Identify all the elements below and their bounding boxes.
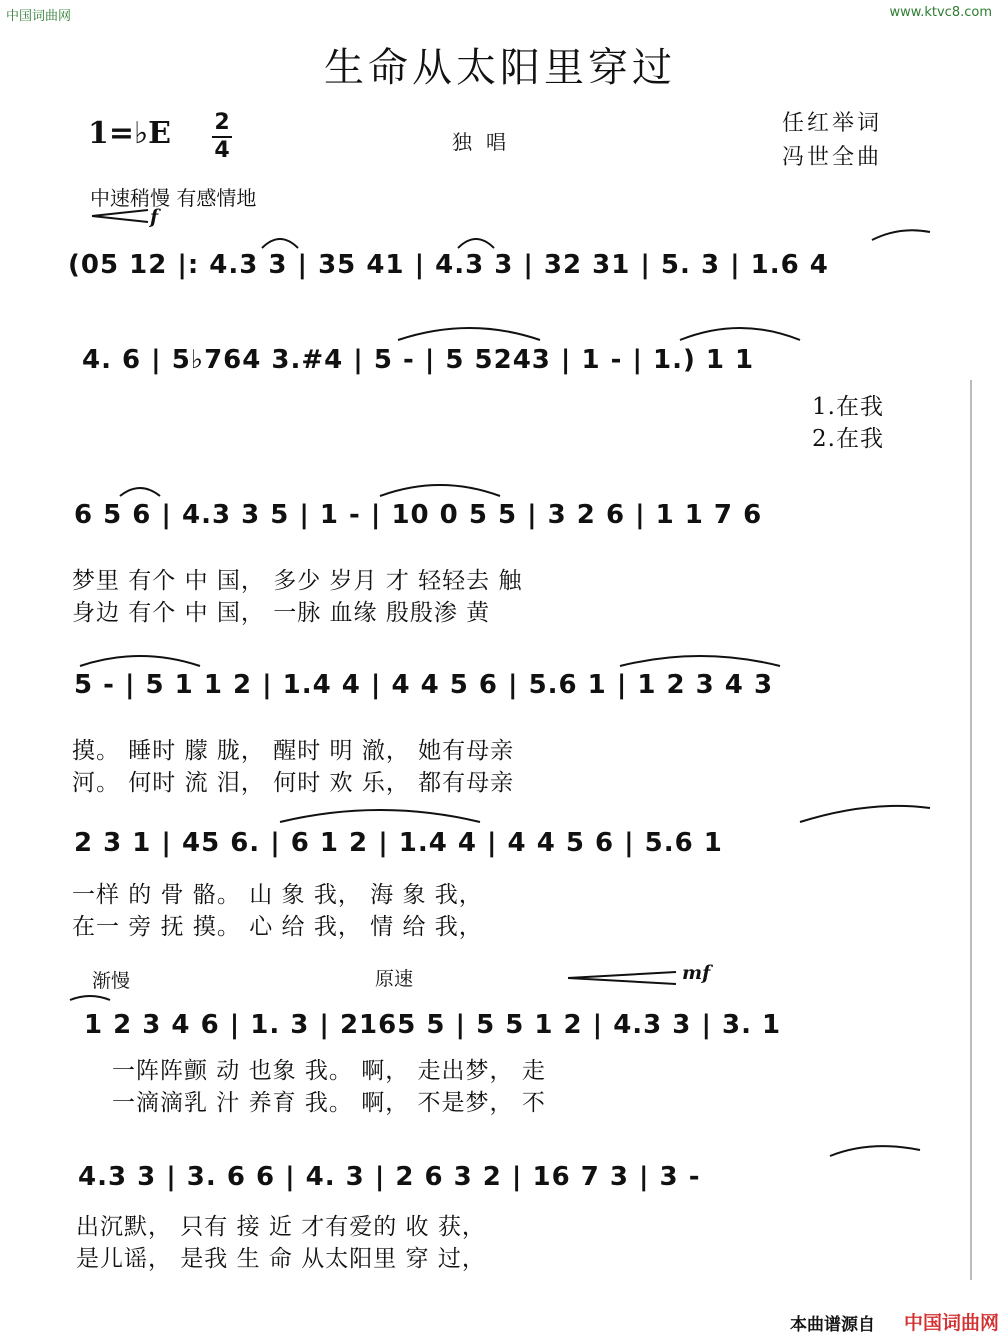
lyric-row-3-verse-1: 梦里 有个 中 国， 多少 岁月 才 轻轻去 触 <box>72 568 523 594</box>
performance-form: 独唱 <box>452 130 520 154</box>
notation-row-6: 1 2 3 4 6 | 1. 3 | 2165 5 | 5 5 1 2 | 4.3 3 | 3. 1 <box>84 1010 782 1040</box>
notation-row-1: (05 12 |: 4.3 3 | 35 41 | 4.3 3 | 32 31 | 5. 3 | 1.6 4 <box>68 250 829 280</box>
time-top: 2 <box>214 110 230 135</box>
lyric-row-5-verse-1: 一样 的 骨 骼。 山 象 我， 海 象 我， <box>72 882 483 908</box>
a-tempo-marking: 原速 <box>375 968 414 990</box>
footer-site[interactable]: 中国词曲网 <box>904 1312 1000 1334</box>
tie-mark <box>262 239 298 248</box>
notation-row-7: 4.3 3 | 3. 6 6 | 4. 3 | 2 6 3 2 | 16 7 3 | 3 - <box>78 1162 701 1192</box>
song-title: 生命从太阳里穿过 <box>324 45 676 91</box>
tempo-marking: 中速稍慢 有感情地 <box>90 186 257 210</box>
tie-mark <box>120 488 160 496</box>
lyric-row-6-verse-2: 一滴滴乳 汁 养育 我。 啊， 不是梦， 不 <box>112 1090 546 1116</box>
crescendo-hairpin-mf <box>568 972 676 984</box>
tie-mark <box>280 810 480 822</box>
tie-mark <box>458 239 494 248</box>
tie-mark <box>70 996 110 1000</box>
lyric-row-7-verse-1: 出沉默， 只有 接 近 才有爱的 收 获， <box>76 1214 486 1240</box>
tie-mark <box>620 656 780 666</box>
page-edge-line <box>970 380 972 1280</box>
lyricist-credit: 任红举词 <box>782 111 883 136</box>
notation-row-2: 4. 6 | 5♭764 3.#4 | 5 - | 5 5243 | 1 - | 1.) 1 1 <box>82 345 755 375</box>
key-signature: 1=♭E <box>88 116 172 151</box>
notation-row-5: 2 3 1 | 45 6. | 6 1 2 | 1.4 4 | 4 4 5 6 | 5.6 1 <box>74 828 723 858</box>
footer-source: 本曲谱源自 <box>790 1315 875 1335</box>
lyric-row-4-verse-2: 河。 何时 流 泪， 何时 欢 乐， 都有母亲 <box>72 770 515 796</box>
tie-mark <box>80 656 200 666</box>
dynamic-f: f <box>150 206 159 228</box>
lyric-row-4-verse-1: 摸。 睡时 朦 胧， 醒时 明 澈， 她有母亲 <box>72 738 515 764</box>
tie-mark <box>830 1146 920 1156</box>
dynamic-mf: mf <box>682 962 711 984</box>
watermark-left: 中国词曲网 <box>6 9 72 24</box>
tie-mark <box>872 230 930 240</box>
verse-number-2: 2.在我 <box>812 426 884 452</box>
lyric-row-6-verse-1: 一阵阵颤 动 也象 我。 啊， 走出梦， 走 <box>112 1058 546 1084</box>
lyric-row-3-verse-2: 身边 有个 中 国， 一脉 血缘 殷殷渗 黄 <box>72 600 491 626</box>
watermark-right: www.ktvc8.com <box>889 5 992 20</box>
ritardando-marking: 渐慢 <box>92 970 131 992</box>
crescendo-hairpin <box>92 210 148 222</box>
lyric-row-7-verse-2: 是儿谣， 是我 生 命 从太阳里 穿 过， <box>76 1246 486 1272</box>
tie-mark <box>380 485 500 496</box>
notation-row-3: 6 5 6 | 4.3 3 5 | 1 - | 10 0 5 5 | 3 2 6 | 1 1 7 6 <box>74 500 763 530</box>
notation-row-4: 5 - | 5 1 1 2 | 1.4 4 | 4 4 5 6 | 5.6 1 | 1 2 3 4 3 <box>74 670 774 700</box>
tie-mark <box>680 328 800 340</box>
tie-mark <box>800 806 930 822</box>
verse-number-1: 1.在我 <box>812 394 884 420</box>
composer-credit: 冯世全曲 <box>782 145 883 170</box>
time-bottom: 4 <box>214 138 230 163</box>
lyric-row-5-verse-2: 在一 旁 抚 摸。 心 给 我， 情 给 我， <box>72 914 483 940</box>
tie-mark <box>398 328 540 340</box>
